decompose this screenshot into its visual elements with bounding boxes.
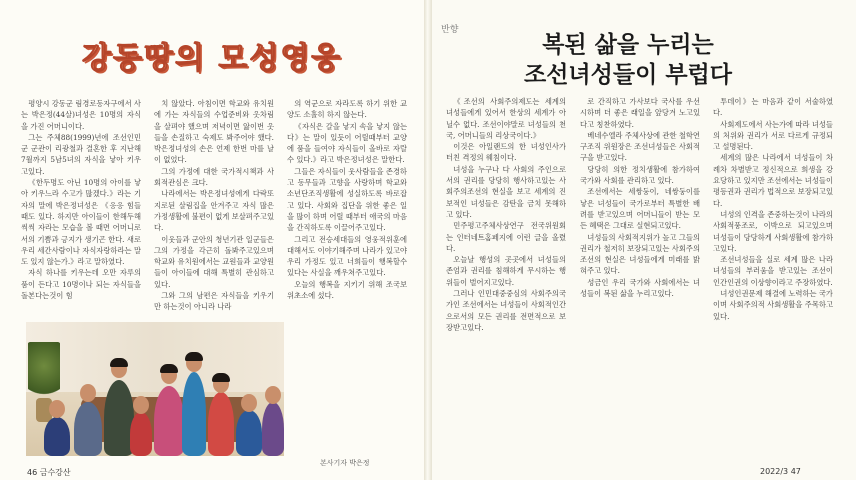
- hair: [160, 364, 178, 373]
- paragraph: 그와 그의 남편은 자식들을 키우기만 하는것이 아니라 나라: [154, 291, 274, 312]
- paragraph: 당당히 의한 정치생활에 참가하여 국가와 사회를 관리하고 있다.: [580, 164, 700, 186]
- child-head: [133, 396, 149, 414]
- hair: [110, 358, 128, 367]
- paragraph: 《조선의 사회주의제도는 세계의 녀성들에게 있어서 한상의 세계가 아닐수 없다. 조선이야말로 녀성들의 천국, 어머니들의 리상국이다.》: [446, 97, 566, 140]
- paragraph: 이웃들과 군안의 청년기관 일군들은 그의 가정을 각근히 돌봐주고있으며 학교와 유치원에서는 교원들과 교양원들이 아이들에 대해 특별히 관심하고있다.: [154, 234, 274, 289]
- child-figure: [74, 402, 102, 456]
- mother-figure: [154, 386, 184, 456]
- page-footer-right: 2022/3 47: [760, 467, 801, 476]
- paragraph: 녀성을 누구나 다 사회의 주인으로서의 권리를 당당히 행사하고있는 사회주의조선의 현실을 보고 세계의 진보적인 녀성들은 감탄을 금치 못해하고 있다.: [446, 164, 566, 219]
- photo-plant: [28, 342, 60, 402]
- title-line-2: 조선녀성들이 부럽다: [524, 62, 732, 88]
- paragraph: 조선녀성들을 실로 세계 많은 나라 녀성들의 부러움을 받고있는 조선이 인간인권의 이상향이라고 주장하였다.: [713, 255, 833, 287]
- right-column-1: [446, 96, 566, 450]
- child-figure: [208, 392, 234, 456]
- paragraph: 평양시 강동군 림경로동자구에서 사는 박은정(44살)녀성은 10명의 자식을 가진 어머니이다.: [21, 99, 141, 131]
- paragraph: 《자식은 갈을 낳지 속을 낳지 않는다》는 말이 있듯이 어릴때부터 교양에 품을 들여야 자식들이 올바로 자랄수 있다.》라고 박은정녀성은 말한다.: [287, 121, 407, 165]
- paragraph: 의 역군으로 자라도록 하기 위한 교양도 소홀히 하지 않는다.: [287, 99, 407, 120]
- paragraph: 민주평고주체사상연구 전국위원회는 인터네트홈페지에 이런 글을 올렸다.: [446, 221, 566, 253]
- child-figure: [44, 417, 70, 456]
- photo-wall: [26, 322, 284, 392]
- page-gutter: [424, 0, 432, 480]
- child-head: [49, 400, 65, 418]
- child-head: [241, 394, 257, 412]
- article-title-left: 강동땅의 모성영웅: [82, 41, 343, 76]
- paragraph: 오늘의 행복을 지키기 위해 조국보위초소에 섰다.: [287, 279, 407, 301]
- child-figure: [182, 372, 206, 456]
- paragraph: 나라에서는 박은정녀성에게 다락또지로된 살림집을 안겨주고 자식 많은 가정생활에 불편이 없게 보살펴주고있다.: [154, 189, 274, 233]
- paragraph: 그들은 자식들이 웃사람들을 존경하고 동무들과 고향을 사랑하며 학교와 소년단조직생활에 성실하도록 바로잡고 있다. 사회와 집단을 위한 좋은 일을 많이 하며 어릴 때부터 애국의 마음을 간직하도록 이끌어주고있다.: [287, 166, 407, 233]
- paragraph: 조선에서는 세쌍둥이, 네쌍둥이를 낳은 녀성들이 국가로부터 특별한 배려를 받고있으며 어머니들이 받는 모든 혜택은 그대로 실현되고있다.: [580, 187, 700, 231]
- child-head: [80, 384, 96, 402]
- paragraph: 그러나 인민대중중심의 사회주의국가인 조선에서는 녀성들이 사회적인간으로서의 모든 권리를 전면적으로 보장받고있다.: [446, 289, 566, 332]
- child-figure: [130, 412, 152, 456]
- hair: [212, 373, 230, 382]
- right-column-2: [580, 96, 700, 450]
- paragraph: 베네수엘라 주체사상에 관한 철학연구조직 위원장은 조선녀성들은 사회적구을 받고있다.: [580, 130, 700, 163]
- left-page: [0, 0, 424, 480]
- child-figure: [262, 402, 284, 456]
- title-line-1: 복된 삶을 누리는: [542, 32, 714, 58]
- family-photo: [26, 322, 284, 456]
- photo-credit: 본사기자 박은정: [320, 459, 370, 467]
- paragraph: 그리고 전승세대들의 영웅적위훈에 대해서도 이야기해주며 나라가 있고야 우리 가정도 있고 너희들이 행복할수 있다는 사실을 깨우쳐주고있다.: [287, 234, 407, 278]
- left-column-1: [21, 98, 141, 313]
- paragraph: 로 간직하고 가사보다 국사를 우선시하며 더 좋은 래일을 앞당겨 노고있다고 칭찬하였다.: [580, 97, 700, 129]
- paragraph: 그는 주체88(1999)년에 조선인민군 군관이 리광철과 결혼한 후 지난해 7월까지 5남5녀의 자식을 낳아 키우고있다.: [21, 132, 141, 176]
- right-column-3: [713, 96, 833, 450]
- paragraph: 그의 가정에 대한 국가적시책과 사회적관심은 크다.: [154, 166, 274, 188]
- left-column-3: [287, 98, 407, 480]
- page-footer-left: 46 금수강산: [27, 468, 71, 477]
- child-head: [265, 386, 281, 404]
- paragraph: 치 않았다. 아침이면 학교와 유치원에 가는 자식들의 수업준비와 옷차림을 살펴야 했으며 저녁이면 앓이번 옷들을 손질하고 숙제도 봐주어야 했다. 박은정녀성의 손은 언제 한번 마를 날이 없었다.: [154, 99, 274, 165]
- paragraph: 녀성들의 사회적지위가 높고 그들의 권리가 철저히 보장되고있는 사회주의조선의 현실은 녀성들에게 미래를 밝혀주고 있다.: [580, 232, 700, 276]
- hair: [185, 352, 203, 361]
- paragraph: 녀성인권문제 해결에 노력하는 국가이며 사회주의적 사회생활을 주목하고 있다.: [713, 289, 833, 321]
- paragraph: 녀성의 인격을 존중하는것이 나라의 사회적풍조로, 이박으로 되고있으며 녀성들이 당당하게 사회생활에 참가하고있다.: [713, 209, 833, 253]
- paragraph: 오늘날 행성의 곳곳에서 녀성들의 존엄과 권리를 침해하게 무시하는 행위들이 벌어지고있다.: [446, 255, 566, 287]
- paragraph: 《한두명도 아닌 10명의 아이를 낳아 키우느라 수고가 많겠다.》라는 기자의 말에 박은정녀성은 《응응 힘들 때도 있다. 하지만 아이들이 한해두해 씩씩 자라는 모습을 볼 때면 어머니로서의 기쁨과 긍지가 생기곤 한다. 새로우리 세간사람이나 자식자랑하라는 말도 있지 않는가.》라고 말하였다.: [21, 178, 141, 267]
- section-tag: 반향: [441, 25, 459, 35]
- paragraph: 성금인 우리 국가와 사회에서는 녀성들이 복된 삶을 누리고있다.: [580, 277, 700, 299]
- child-figure: [236, 410, 262, 456]
- article-title-right: [478, 30, 778, 90]
- paragraph: 이것은 아일랜드의 한 녀성인사가 터친 격정의 웨침이다.: [446, 142, 566, 163]
- paragraph: 투데이》는 마음과 같이 서술하였다.: [713, 97, 833, 118]
- paragraph: 세계의 많은 나라에서 녀성들이 차례차 차별받고 정신적으로 희생을 강요당하고 있지만 조선에서는 녀성들이 평등권과 권리가 법적으로 보장되고있다.: [713, 153, 833, 208]
- paragraph: 사회제도에서 사는가에 따라 녀성들의 처위와 권리가 서로 다르게 규정되고 설명된다.: [713, 119, 833, 152]
- paragraph: 자식 하나를 키우는데 오만 자루의 품이 든다고 10명이나 되는 자식들을 돌본다는것이 힘: [21, 268, 141, 301]
